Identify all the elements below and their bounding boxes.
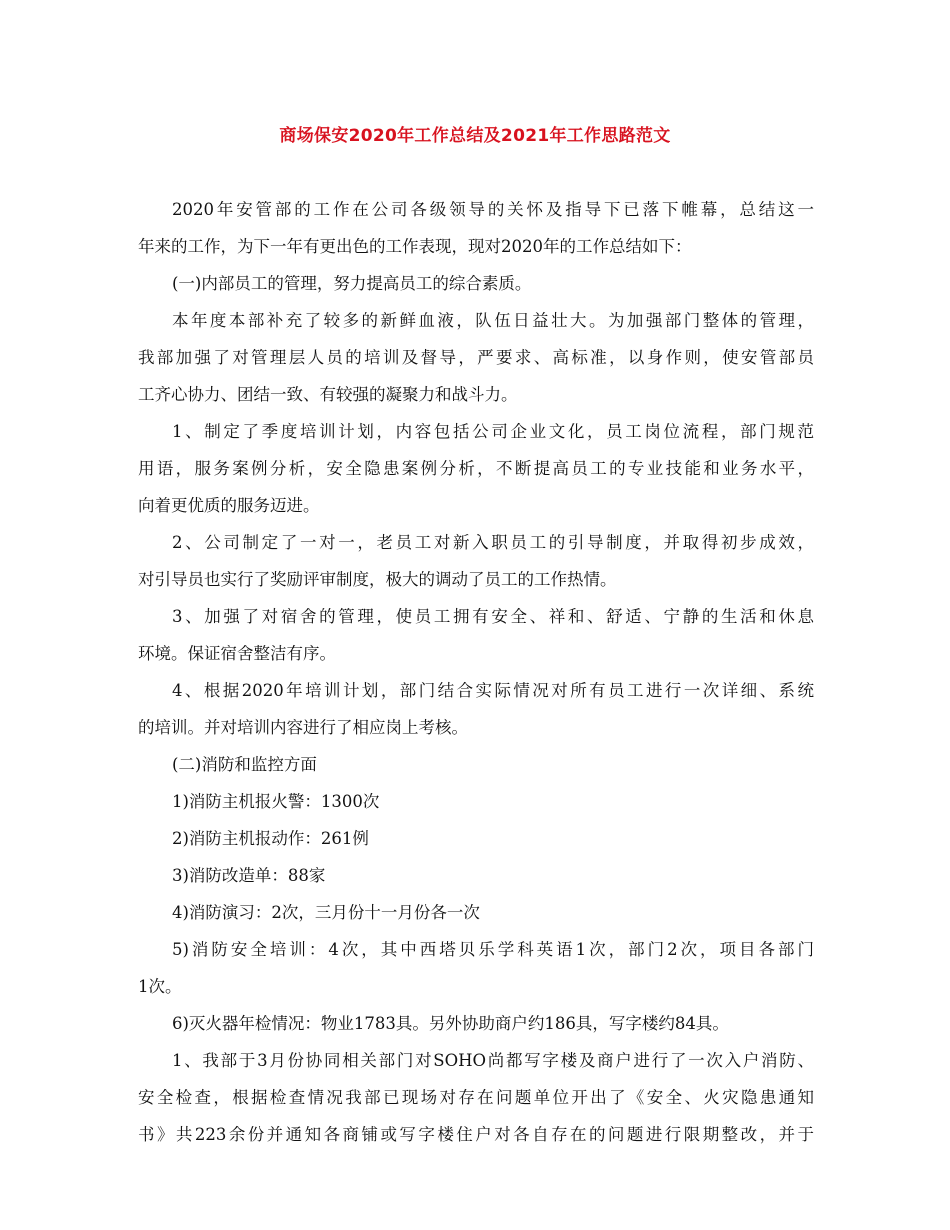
paragraph	[138, 894, 814, 931]
document-title: 商场保安2020年工作总结及2021年工作思路范文	[279, 126, 671, 146]
paragraph	[138, 931, 814, 1005]
paragraph	[138, 1042, 814, 1153]
paragraph	[138, 783, 814, 820]
paragraph-line: 4、根据2020年培训计划，部门结合实际情况对所有员工进行一次详细、系统	[172, 681, 814, 700]
paragraph	[138, 746, 814, 783]
paragraph	[138, 857, 814, 894]
paragraph	[138, 820, 814, 857]
paragraph-line: (二)消防和监控方面	[172, 755, 317, 774]
document-body	[138, 191, 814, 1153]
paragraph-line: 书》共223余份并通知各商铺或写字楼住户对各自存在的问题进行限期整改，并于	[138, 1125, 814, 1144]
paragraph-line: 6)灭火器年检情况：物业1783具。另外协助商户约186具，写字楼约84具。	[172, 1014, 729, 1033]
paragraph-line: 2)消防主机报动作：261例	[172, 829, 369, 848]
paragraph-line: 1)消防主机报火警：1300次	[172, 792, 380, 811]
paragraph-line: 1、制定了季度培训计划，内容包括公司企业文化，员工岗位流程，部门规范	[172, 422, 814, 441]
paragraph-line: 5)消防安全培训：4次，其中西塔贝乐学科英语1次，部门2次，项目各部门	[172, 940, 814, 959]
paragraph-line: 向着更优质的服务迈进。	[138, 496, 320, 515]
paragraph-line: (一)内部员工的管理，努力提高员工的综合素质。	[172, 274, 532, 293]
paragraph-line: 1、我部于3月份协同相关部门对SOHO尚都写字楼及商户进行了一次入户消防、	[172, 1051, 814, 1070]
paragraph-line: 工齐心协力、团结一致、有较强的凝聚力和战斗力。	[138, 385, 518, 404]
paragraph	[138, 413, 814, 524]
paragraph-line: 的培训。并对培训内容进行了相应岗上考核。	[138, 718, 468, 737]
paragraph-line: 3、加强了对宿舍的管理，使员工拥有安全、祥和、舒适、宁静的生活和休息	[172, 607, 814, 626]
paragraph-line: 2、公司制定了一对一，老员工对新入职员工的引导制度，并取得初步成效，	[172, 533, 814, 552]
paragraph-line: 本年度本部补充了较多的新鲜血液，队伍日益壮大。为加强部门整体的管理，	[172, 311, 814, 330]
paragraph	[138, 598, 814, 672]
paragraph-line: 对引导员也实行了奖励评审制度，极大的调动了员工的工作热情。	[138, 570, 617, 589]
paragraph	[138, 302, 814, 413]
paragraph-line: 3)消防改造单：88家	[172, 866, 326, 885]
paragraph-line: 用语，服务案例分析，安全隐患案例分析，不断提高员工的专业技能和业务水平，	[138, 459, 814, 478]
paragraph-line: 年来的工作，为下一年有更出色的工作表现，现对2020年的工作总结如下：	[138, 237, 692, 256]
paragraph-line: 环境。保证宿舍整洁有序。	[138, 644, 336, 663]
paragraph	[138, 191, 814, 265]
paragraph-line: 我部加强了对管理层人员的培训及督导，严要求、高标准，以身作则，使安管部员	[138, 348, 814, 367]
paragraph-line: 安全检查，根据检查情况我部已现场对存在问题单位开出了《安全、火灾隐患通知	[138, 1088, 814, 1107]
paragraph	[138, 265, 814, 302]
paragraph-line: 1次。	[138, 977, 182, 996]
paragraph-line: 2020年安管部的工作在公司各级领导的关怀及指导下已落下帷幕，总结这一	[172, 200, 814, 219]
paragraph	[138, 524, 814, 598]
paragraph	[138, 1005, 814, 1042]
paragraph	[138, 672, 814, 746]
paragraph-line: 4)消防演习：2次，三月份十一月份各一次	[172, 903, 480, 922]
